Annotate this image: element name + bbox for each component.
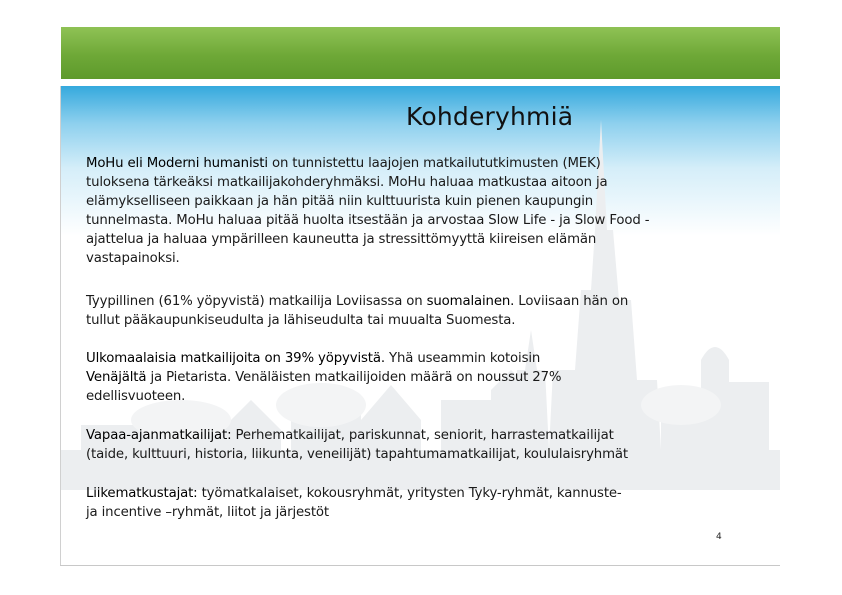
emphasis-text: Venäjältä bbox=[86, 369, 147, 385]
paragraph-foreign-travellers bbox=[86, 350, 716, 407]
paragraph-line bbox=[86, 350, 716, 369]
paragraph-line: (taide, kulttuuri, historia, liikunta, veneilijät) tapahtumamatkailijat, koululaisryhmät bbox=[86, 446, 628, 462]
emphasis-label: Liikematkustajat: bbox=[86, 486, 198, 501]
body-text: työmatkalaiset, kokousryhmät, yritysten Tyky-ryhmät, kannuste- bbox=[197, 486, 622, 501]
body-text: ja Pietarista. Venäläisten matkailijoiden määrä on noussut 27% bbox=[146, 369, 562, 385]
paragraph-line bbox=[86, 427, 716, 446]
slide-left-border bbox=[60, 86, 61, 566]
emphasis-text: MoHu eli Moderni humanisti bbox=[86, 156, 268, 171]
paragraph-line: tullut pääkaupunkiseudulta ja lähiseudulta tai muualta Suomesta. bbox=[86, 312, 516, 328]
paragraph-line: tunnelmasta. MoHu haluaa pitää huolta itsestään ja arvostaa Slow Life - ja Slow Food - bbox=[86, 212, 650, 228]
body-text: Loviisaan hän on bbox=[514, 294, 629, 309]
paragraph-business-travellers bbox=[86, 485, 716, 523]
paragraph-line bbox=[86, 155, 716, 174]
paragraph-leisure-travellers bbox=[86, 427, 716, 465]
paragraph-line: ja incentive –ryhmät, liitot ja järjestöt bbox=[86, 504, 329, 520]
paragraph-line: tuloksena tärkeäksi matkailijakohderyhmäksi. MoHu haluaa matkustaa aitoon ja bbox=[86, 174, 608, 190]
emphasis-text: suomalainen. bbox=[426, 294, 515, 309]
body-text: Perhematkailijat, pariskunnat, seniorit, harrastematkailijat bbox=[231, 428, 614, 443]
paragraph-line: elämykselliseen paikkaan ja hän pitää niin kulttuurista kuin pienen kaupungin bbox=[86, 193, 594, 209]
paragraph-line: ajattelua ja haluaa ympärilleen kauneutta ja stressittömyyttä kiireisen elämän bbox=[86, 231, 597, 247]
body-text: Tyypillinen (61% yöpyvistä) matkailija Loviisassa on bbox=[86, 294, 427, 309]
header-green-bar bbox=[61, 27, 780, 79]
paragraph-line: edellisvuoteen. bbox=[86, 388, 186, 404]
paragraph-line: vastapainoksi. bbox=[86, 250, 180, 266]
slide-bottom-border bbox=[60, 565, 780, 566]
paragraph-mohu bbox=[86, 155, 716, 268]
page-number: 4 bbox=[716, 532, 722, 542]
paragraph-line bbox=[86, 369, 716, 388]
paragraph-line bbox=[86, 485, 716, 504]
emphasis-text: Ulkomaalaisia matkailijoita on 39% yöpyvistä. bbox=[86, 351, 385, 366]
slide-title: Kohderyhmiä bbox=[406, 102, 574, 131]
paragraph-typical-traveller bbox=[86, 293, 716, 331]
paragraph-line bbox=[86, 293, 716, 312]
emphasis-label: Vapaa-ajanmatkailijat: bbox=[86, 428, 232, 443]
body-text: on tunnistettu laajojen matkailututkimusten (MEK) bbox=[267, 156, 601, 171]
body-text: Yhä useammin kotoisin bbox=[384, 351, 541, 366]
